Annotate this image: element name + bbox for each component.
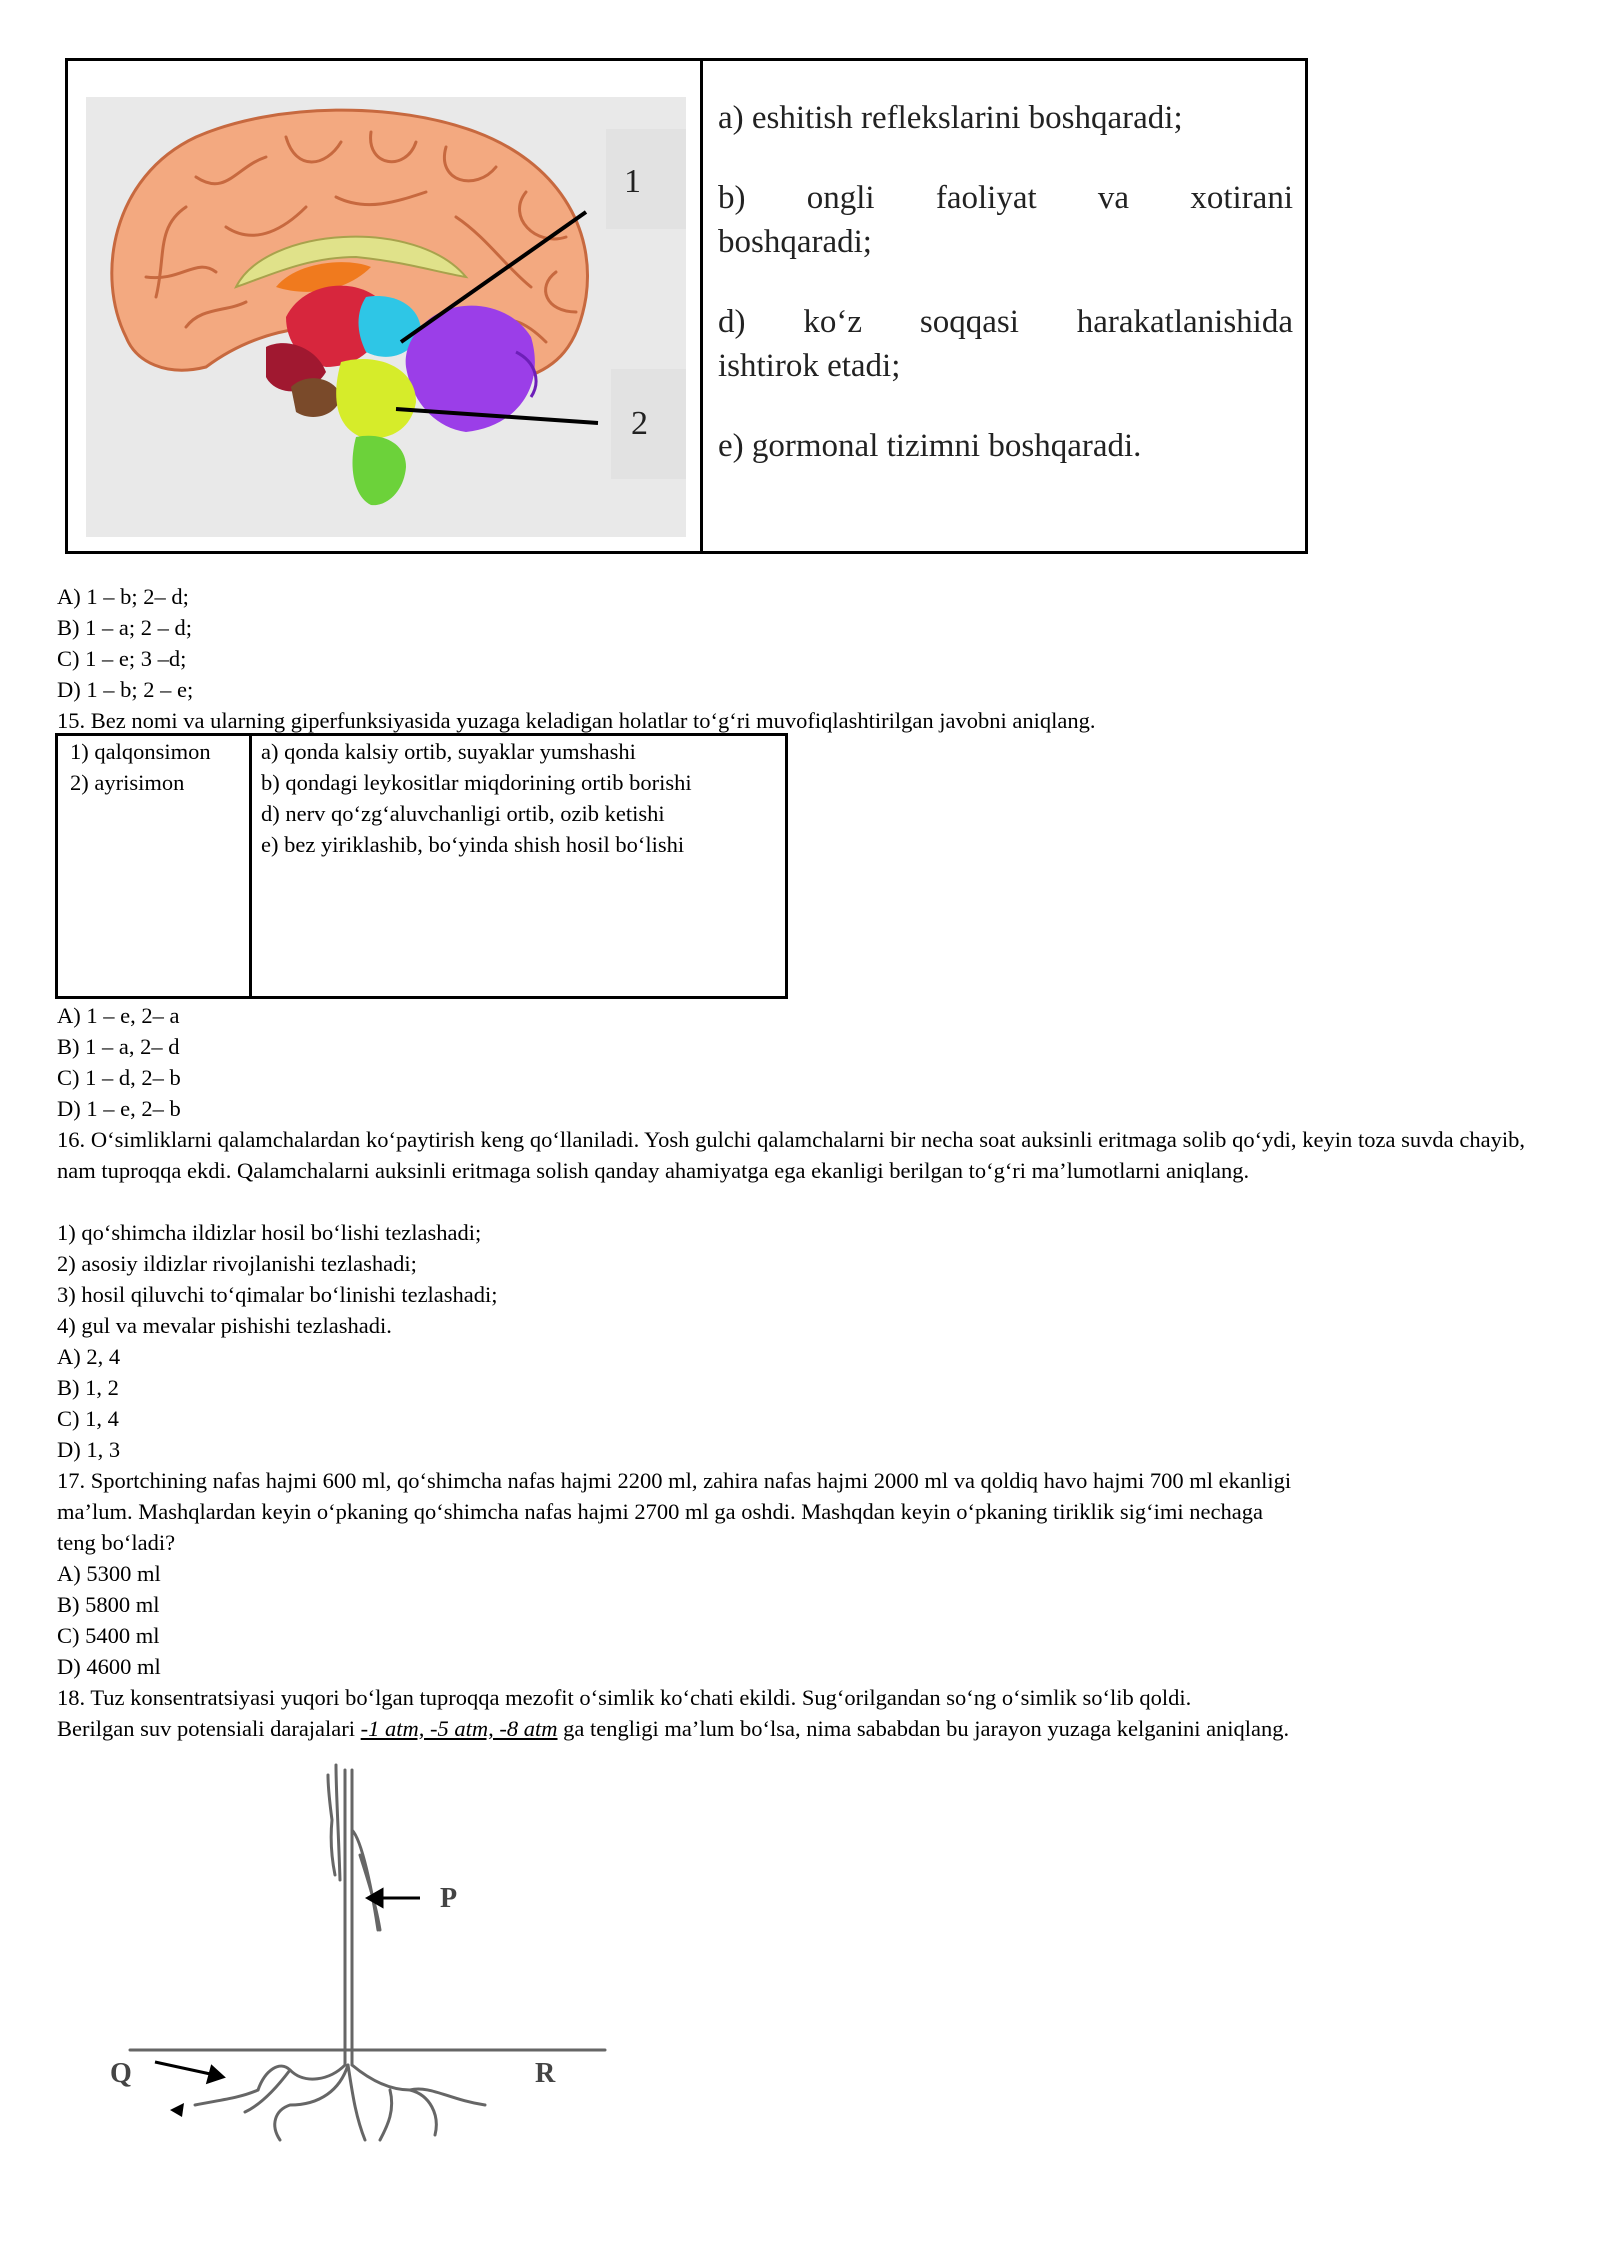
q18-question-line1: 18. Tuz konsentratsiyasi yuqori bo‘lgan tuproqqa mezofit o‘simlik ko‘chati ekildi. Sug‘orilgandan so‘ng o‘simlik so‘lib qoldi. <box>57 1685 1192 1710</box>
q16-item-2: 2) asosiy ildizlar rivojlanishi tezlashadi; <box>57 1251 417 1276</box>
q16-answer-d: D) 1, 3 <box>57 1437 121 1462</box>
figure-option-d-line1: d) ko‘z soqqasi harakatlanishida <box>718 304 1293 340</box>
figure-option-a: a) eshitish reflekslarini boshqaradi; <box>718 100 1183 136</box>
q17-answer-a: A) 5300 ml <box>57 1561 161 1586</box>
q15-left-2: 2) ayrisimon <box>70 770 185 795</box>
q15-table-divider <box>249 736 252 996</box>
q15-left-1: 1) qalqonsimon <box>70 739 211 764</box>
q17-answer-d: D) 4600 ml <box>57 1654 161 1679</box>
q16-answer-a: A) 2, 4 <box>57 1344 121 1369</box>
q15-answer-b: B) 1 – a, 2– d <box>57 1034 180 1059</box>
q15-answer-d: D) 1 – e, 2– b <box>57 1096 181 1121</box>
q18-question-line2 <box>57 1713 1289 1744</box>
q17-question-line1: 17. Sportchining nafas hajmi 600 ml, qo‘shimcha nafas hajmi 2200 ml, zahira nafas hajmi 2000 ml va qoldiq havo hajmi 700 ml ekanligi <box>57 1468 1292 1493</box>
q16-answer-b: B) 1, 2 <box>57 1375 119 1400</box>
q14-answer-b: B) 1 – a; 2 – d; <box>57 615 192 640</box>
q15-question: 15. Bez nomi va ularning giperfunksiyasida yuzaga keladigan holatlar to‘g‘ri muvofiqlashtirilgan javobni aniqlang. <box>57 708 1096 733</box>
plant-label-r: R <box>535 2058 556 2089</box>
brain-label-2: 2 <box>631 405 648 442</box>
q15-right-a: a) qonda kalsiy ortib, suyaklar yumshashi <box>261 739 636 764</box>
q15-answer-c: C) 1 – d, 2– b <box>57 1065 181 1090</box>
figure-option-e: e) gormonal tizimni boshqaradi. <box>718 428 1142 464</box>
q15-right-d: d) nerv qo‘zg‘aluvchanligi ortib, ozib ketishi <box>261 801 665 826</box>
plant-diagram <box>90 1760 650 2170</box>
brain-diagram <box>86 97 686 537</box>
q15-answer-a: A) 1 – e, 2– a <box>57 1003 180 1028</box>
q17-question-line2: ma’lum. Mashqlardan keyin o‘pkaning qo‘shimcha nafas hajmi 2700 ml ga oshdi. Mashqdan keyin o‘pkaning tiriklik sig‘imi nechaga <box>57 1499 1264 1524</box>
q18-line2-pre: Berilgan suv potensiali darajalari <box>57 1716 361 1741</box>
figure-option-d-line2: ishtirok etadi; <box>718 348 901 384</box>
q17-answer-c: C) 5400 ml <box>57 1623 160 1648</box>
q18-potential-values: -1 atm, -5 atm, -8 atm <box>360 1716 558 1741</box>
q15-table <box>55 733 788 999</box>
brain-figure-box <box>65 58 1308 554</box>
q18-line2-post: ga tengligi ma’lum bo‘lsa, nima sababdan bu jarayon yuzaga kelganini aniqlang. <box>557 1716 1290 1741</box>
q14-answer-d: D) 1 – b; 2 – e; <box>57 677 194 702</box>
plant-label-q: Q <box>110 2058 132 2089</box>
brain-label-1: 1 <box>624 163 641 200</box>
q17-answer-b: B) 5800 ml <box>57 1592 160 1617</box>
q17-question-line3: teng bo‘ladi? <box>57 1530 176 1555</box>
figure-divider <box>700 61 703 551</box>
plant-label-p: P <box>440 1883 458 1914</box>
q16-item-4: 4) gul va mevalar pishishi tezlashadi. <box>57 1313 392 1338</box>
q16-item-1: 1) qo‘shimcha ildizlar hosil bo‘lishi tezlashadi; <box>57 1220 482 1245</box>
q15-right-e: e) bez yiriklashib, bo‘yinda shish hosil bo‘lishi <box>261 832 685 857</box>
figure-option-b-line1: b) ongli faoliyat va xotirani <box>718 180 1293 216</box>
q16-answer-c: C) 1, 4 <box>57 1406 119 1431</box>
q14-answer-c: C) 1 – e; 3 –d; <box>57 646 187 671</box>
q14-answer-a: A) 1 – b; 2– d; <box>57 584 189 609</box>
figure-option-b-line2: boshqaradi; <box>718 224 872 260</box>
q15-right-b: b) qondagi leykositlar miqdorining ortib borishi <box>261 770 692 795</box>
q16-question: 16. O‘simliklarni qalamchalardan ko‘paytirish keng qo‘llaniladi. Yosh gulchi qalamchalarni bir necha soat auksinli eritmaga solib qo‘ydi, keyin toza suvda chayib, nam tuproqqa ekdi. Qalamchalarni auksinli eritmaga solish qanday ahamiyatga ega ekanligi berilgan to‘g‘ri ma’lumotlarni aniqlang. <box>57 1127 1525 1183</box>
q16-item-3: 3) hosil qiluvchi to‘qimalar bo‘linishi tezlashadi; <box>57 1282 498 1307</box>
